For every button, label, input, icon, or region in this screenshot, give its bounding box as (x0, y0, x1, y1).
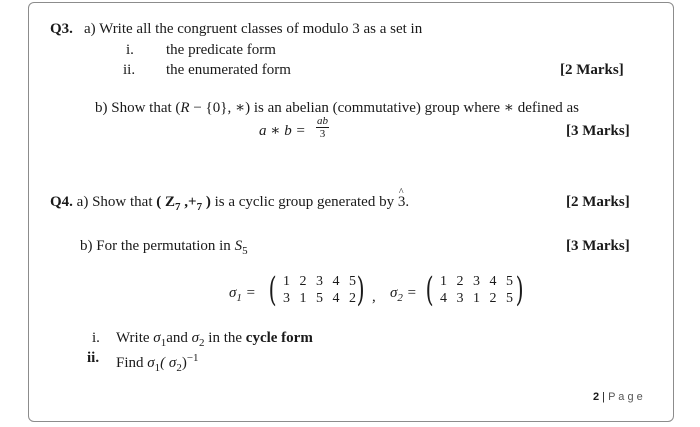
page-word: P a g e (608, 391, 643, 403)
q4-b-S: S (234, 238, 243, 254)
q4-a-group (156, 194, 211, 213)
sigma1-bottom-row: 3 1 5 4 2 (283, 291, 359, 306)
q3-a-i-text: the predicate form (166, 42, 276, 58)
q4-a-marks: [2 Marks] (566, 194, 630, 210)
group-close: ) (202, 194, 211, 210)
page-footer (593, 391, 643, 403)
q4-a-text-1: a) Show that (76, 194, 157, 210)
i-sigma1: σ (153, 330, 161, 346)
q3-b-marks: [3 Marks] (566, 123, 630, 139)
sigma2-sub: 2 (397, 292, 403, 304)
q4-b-text: b) For the permutation in (80, 238, 235, 254)
i-sigma2: σ (191, 330, 200, 346)
sigma1-symbol: σ (229, 285, 237, 301)
q3-a-intro: a) Write all the congruent classes of modulo 3 as a set in (84, 21, 423, 37)
fraction-numerator: ab (317, 115, 328, 127)
q3-b-statement (95, 99, 579, 117)
sigma2-top-row: 1 2 3 4 5 (440, 274, 516, 289)
q3-b-fraction (316, 115, 329, 140)
group-plus: ,+ (180, 194, 197, 210)
q4-b-S-sub: 5 (242, 245, 248, 257)
sigma1-left-paren: ( (268, 270, 277, 310)
ii-sigma2: ( σ (160, 355, 177, 371)
ii-sigma1: σ (147, 355, 155, 371)
q4-a-text-2: is a cyclic group generated by (210, 194, 398, 210)
q3-a-ii-text: the enumerated form (166, 62, 291, 78)
q4-b-line (80, 237, 248, 260)
ii-text: Find (116, 355, 148, 371)
sigma2-left-paren: ( (425, 270, 434, 310)
sigma1-equals: = (245, 285, 256, 301)
fraction-denominator: 3 (319, 128, 326, 140)
sigma1-label (229, 284, 256, 307)
i-sigma2-sub: 2 (199, 337, 205, 349)
sigma1-sub: 1 (236, 292, 242, 304)
q4-a-end: . (405, 194, 410, 210)
q3-b-formula-lhs: a ∗ b = (259, 123, 306, 139)
sigma1-top-row: 1 2 3 4 5 (283, 274, 359, 289)
sigma2-symbol: σ (390, 285, 398, 301)
q4-a-generator: ^ 3 (398, 193, 406, 211)
q4-b-i-num: i. (92, 330, 100, 346)
q3-a-ii-num: ii. (123, 62, 136, 78)
ii-sigma2-sub: 2 (176, 362, 182, 374)
i-text-2: in the (204, 330, 246, 346)
q4-a-line (50, 193, 409, 216)
q4-number: Q4. (50, 194, 73, 210)
q3-b-text-2: − {0}, ∗) is an abelian (commutative) group where ∗ defined as (189, 100, 579, 116)
sigma2-label (390, 284, 417, 307)
i-cycle-form: cycle form (245, 330, 313, 346)
sigma2-bottom-row: 4 3 1 2 5 (440, 291, 516, 306)
ii-inverse: −1 (186, 352, 199, 364)
q3-b-text-1: b) Show that ( (95, 100, 181, 116)
i-sigma1-sub: 1 (160, 337, 167, 349)
q3-b-R: R (180, 100, 190, 116)
q3-a-marks: [2 Marks] (560, 62, 624, 78)
group-sub-2: 7 (196, 201, 203, 213)
i-text-1: Write (116, 330, 154, 346)
ii-sigma1-sub: 1 (154, 362, 161, 374)
ii-close: ) (181, 355, 187, 371)
q3-a-i-num: i. (126, 42, 134, 58)
sigma2-right-paren: ) (515, 270, 524, 310)
sigma-separator: , (372, 289, 376, 305)
sigma2-equals: = (406, 285, 417, 301)
q4-b-ii-num: ii. (87, 350, 100, 366)
page-number: 2 (593, 391, 600, 403)
q4-b-marks: [3 Marks] (566, 238, 630, 254)
q4-b-ii-text (116, 349, 199, 377)
q3-number: Q3. (50, 21, 73, 37)
exam-page (28, 2, 674, 422)
i-and: and (166, 330, 192, 346)
group-sub-1: 7 (175, 201, 181, 213)
group-open: ( Z (156, 194, 175, 210)
page-separator: | (599, 391, 609, 403)
sigma1-right-paren: ) (356, 270, 365, 310)
